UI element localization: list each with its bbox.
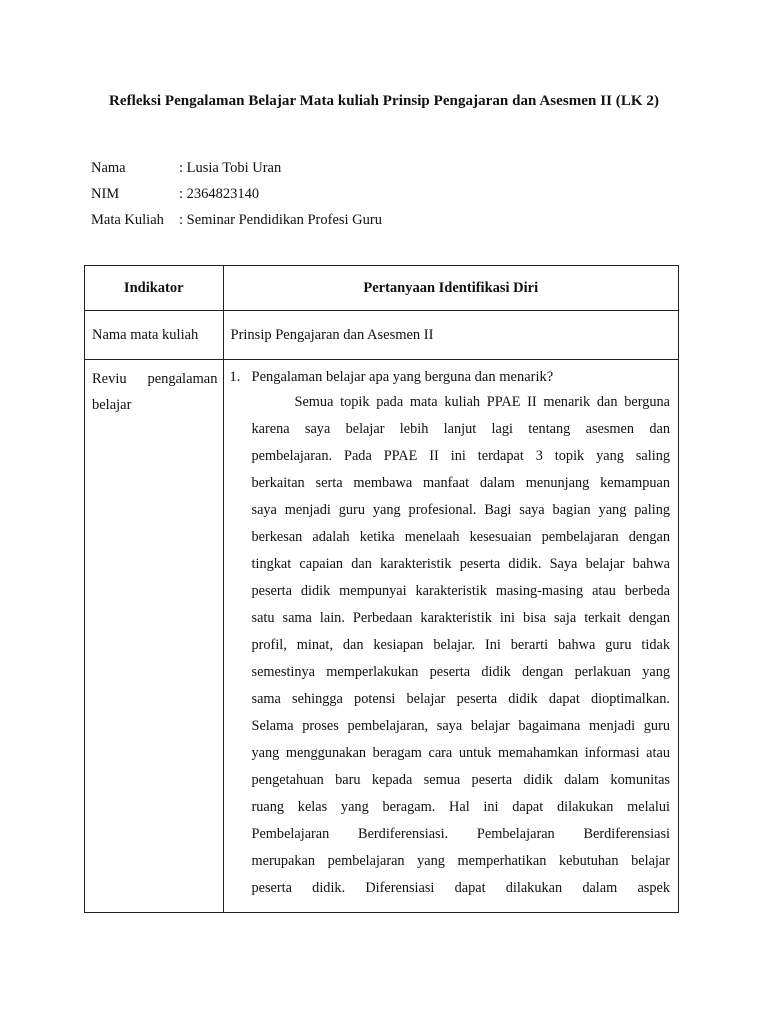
answer-line: profil, minat, dan kesiapan belajar. Ini berarti bahwa guru tidak [251, 637, 670, 653]
question-line [230, 366, 671, 388]
answer-line: sama sehingga potensi belajar peserta didik dapat dioptimalkan. [251, 691, 670, 707]
document-title: Refleksi Pengalaman Belajar Mata kuliah Prinsip Pengajaran dan Asesmen II (LK 2) [109, 93, 659, 109]
answer-line: berkesan adalah ketika menelaah kesesuaian pembelajaran dengan [251, 529, 670, 545]
info-value: : Lusia Tobi Uran [179, 160, 282, 176]
answer-line: Selama proses pembelajaran, saya belajar bagaimana menjadi guru [251, 718, 670, 734]
info-label: Nama [91, 160, 126, 176]
review-label-cell [85, 360, 224, 913]
answer-line: pengetahuan baru kepada semua peserta didik dalam komunitas [251, 772, 670, 788]
table-row-review [85, 360, 679, 913]
answer-line: Pembelajaran Berdiferensiasi. Pembelajaran Berdiferensiasi [251, 826, 670, 842]
info-value: : Seminar Pendidikan Profesi Guru [179, 212, 382, 228]
answer-line: karena saya belajar lebih lanjut lagi tentang asesmen dan [251, 421, 670, 437]
table-row-course-name [85, 311, 679, 360]
info-row-course [91, 209, 382, 235]
review-label-line [92, 366, 218, 392]
student-info [91, 157, 382, 235]
answer-line: berkaitan serta membawa manfaat dalam menunjang kemampuan [251, 475, 670, 491]
review-label-word: pengalaman [147, 371, 218, 387]
answer-line: Semua topik pada mata kuliah PPAE II menarik dan berguna [294, 394, 670, 410]
answer-line: merupakan pembelajaran yang memperhatikan kebutuhan belajar [251, 853, 670, 869]
answer-line: satu sama lain. Perbedaan karakteristik ini bisa saja terkait dengan [251, 610, 670, 626]
answer-paragraph [252, 389, 671, 902]
question-number: 1. [229, 369, 241, 385]
header-pertanyaan: Pertanyaan Identifikasi Diri [223, 266, 679, 311]
header-indikator: Indikator [85, 266, 224, 311]
course-name-value: Prinsip Pengajaran dan Asesmen II [223, 311, 679, 360]
review-content-cell [223, 360, 679, 913]
answer-line: ruang kelas yang beragam. Hal ini dapat dilakukan melalui [251, 799, 670, 815]
course-name-label: Nama mata kuliah [85, 311, 224, 360]
review-label-word: Reviu [92, 371, 127, 387]
info-row-nim [91, 183, 382, 209]
answer-line: semestinya memperlakukan peserta didik dengan perlakuan yang [251, 664, 670, 680]
reflection-table [84, 265, 679, 913]
table-header-row [85, 266, 679, 311]
info-value: : 2364823140 [179, 186, 260, 202]
answer-line: peserta didik. Diferensiasi dapat dilakukan dalam aspek [251, 880, 670, 896]
review-label-word: belajar [92, 397, 132, 413]
answer-line: tingkat capaian dan karakteristik peserta didik. Saya belajar bahwa [251, 556, 670, 572]
info-label: NIM [91, 186, 120, 202]
question-text: Pengalaman belajar apa yang berguna dan menarik? [251, 369, 554, 385]
info-label: Mata Kuliah [91, 212, 164, 228]
answer-line: yang menggunakan beragam cara untuk memahamkan informasi atau [251, 745, 670, 761]
answer-line: peserta didik mempunyai karakteristik masing-masing atau berbeda [251, 583, 670, 599]
answer-line: saya menjadi guru yang profesional. Bagi saya bagian yang paling [251, 502, 670, 518]
answer-line: pembelajaran. Pada PPAE II ini terdapat 3 topik yang saling [251, 448, 670, 464]
info-row-name [91, 157, 382, 183]
